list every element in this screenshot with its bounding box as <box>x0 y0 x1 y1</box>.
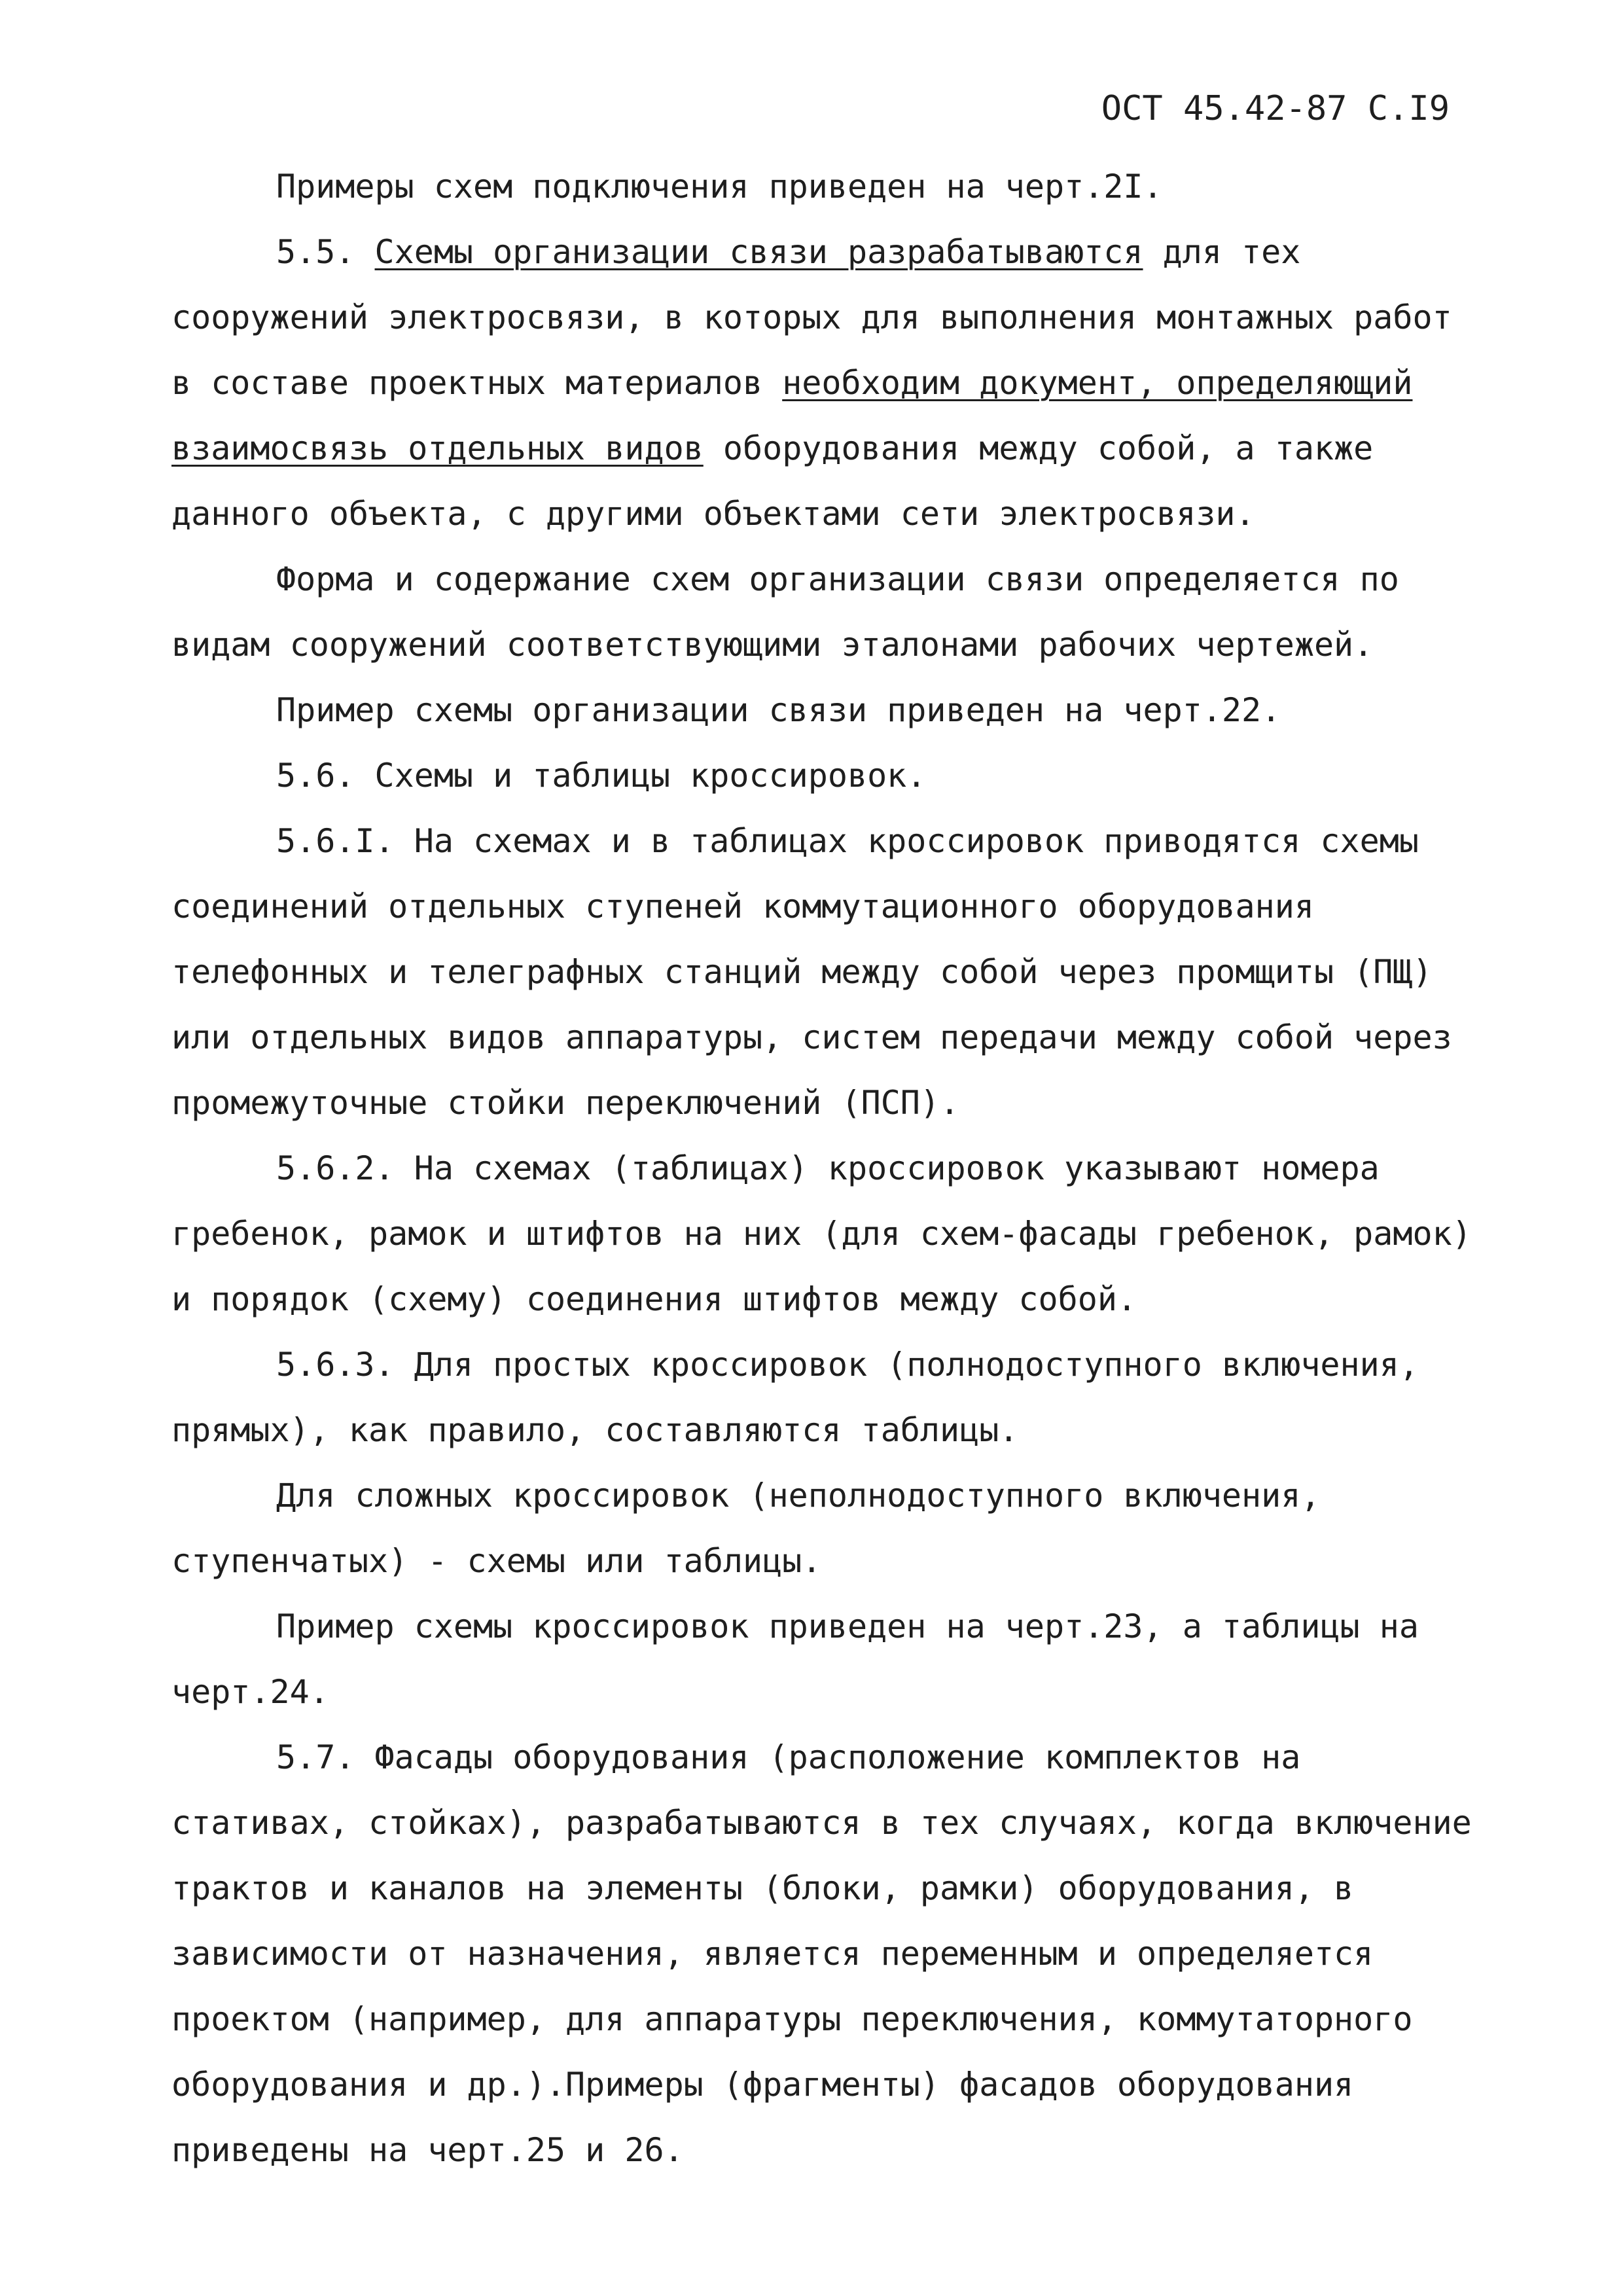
paragraph-4: Пример схемы организации связи приведен на черт.22. <box>276 691 1281 729</box>
paragraph-2 <box>171 219 1480 547</box>
paragraph-7: 5.6.2. На схемах (таблицах) кроссировок указывают номера гребенок, рамок и штифтов на них (для схем-фасады гребенок, рамок) и порядок (схему) соединения штифтов между собой. <box>171 1149 1472 1318</box>
paragraph-3: Форма и содержание схем организации связи определяется по видам сооружений соответствующими эталонами рабочих чертежей. <box>171 560 1399 664</box>
paragraph-9: Для сложных кроссировок (неполнодоступного включения, ступенчатых) - схемы или таблицы. <box>171 1477 1321 1580</box>
paragraph-11: 5.7. Фасады оборудования (расположение комплектов на стативах, стойках), разрабатываются в тех случаях, когда включение трактов и каналов на элементы (блоки, рамки) оборудования, в зависимости от назначения, является переменным и определяется проектом (например, для аппаратуры переключения, коммутаторного оборудования и др.).Примеры (фрагменты) фасадов оборудования приведены на черт.25 и 26. <box>171 1738 1472 2169</box>
paragraph-2-text-1: для тех сооружений электросвязи, в которых для выполнения монтажных работ в составе проектных материалов <box>171 233 1452 402</box>
paragraph-8: 5.6.3. Для простых кроссировок (полнодоступного включения, прямых), как правило, составляются таблицы. <box>171 1346 1419 1449</box>
paragraph-2-underlined-2: необходим документ, определяющий взаимосвязь отдельных видов <box>171 364 1413 467</box>
paragraph-1: Примеры схем подключения приведен на черт.2I. <box>276 168 1163 206</box>
paragraph-10: Пример схемы кроссировок приведен на черт.23, а таблицы на черт.24. <box>171 1607 1419 1711</box>
document-body <box>171 154 1480 2183</box>
paragraph-2-underlined-1: Схемы организации связи разрабатываются <box>374 233 1143 271</box>
paragraph-2-number: 5.5. <box>276 233 375 271</box>
paragraph-5: 5.6. Схемы и таблицы кроссировок. <box>276 757 927 795</box>
paragraph-2-text-2: оборудования между собой, а также данного объекта, с другими объектами сети электросвязи. <box>171 429 1374 533</box>
paragraph-6: 5.6.I. На схемах и в таблицах кроссировок приводятся схемы соединений отдельных ступеней коммутационного оборудования телефонных и телеграфных станций между собой через промщиты (ПЩ) или отдельных видов аппаратуры, систем передачи между собой через промежуточные стойки переключений (ПСП). <box>171 822 1452 1122</box>
document-header: ОСТ 45.42-87 С.I9 <box>1101 89 1450 128</box>
